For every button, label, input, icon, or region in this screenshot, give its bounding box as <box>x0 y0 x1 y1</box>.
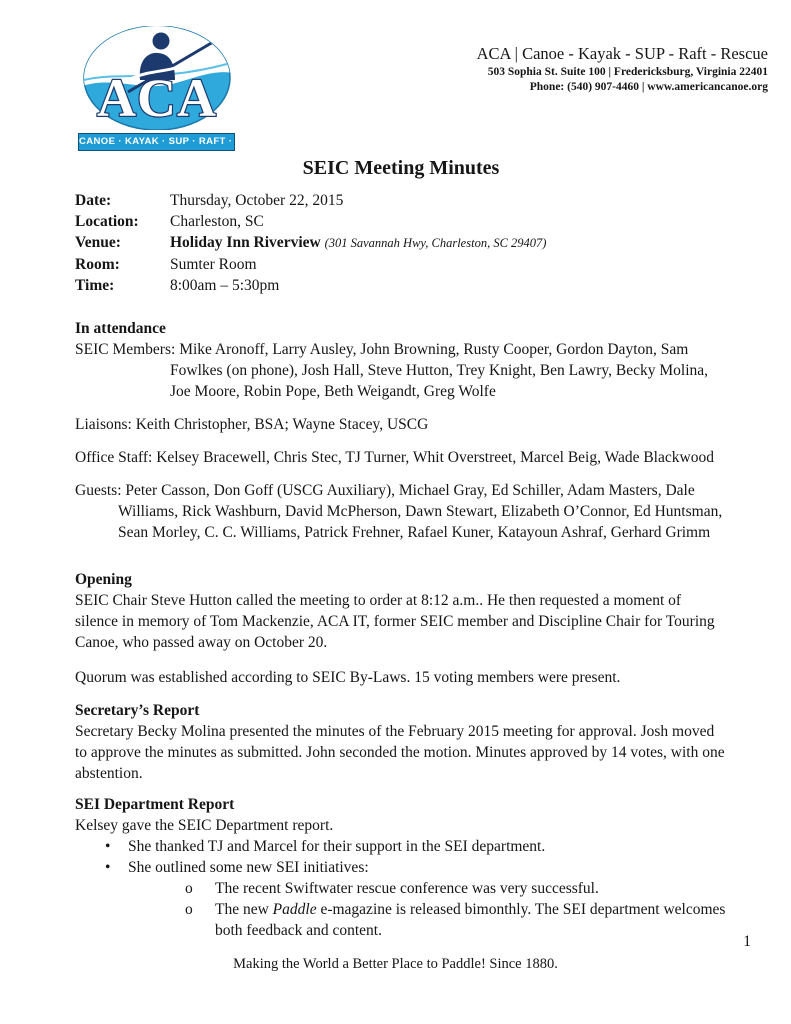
sei-sub-bullet-1 <box>75 878 727 899</box>
sei-report-intro: Kelsey gave the SEIC Department report. <box>75 817 334 834</box>
letterhead-org-info <box>477 45 768 94</box>
detail-label: Location: <box>75 213 139 230</box>
attendance-members <box>75 339 727 402</box>
attendance-office-staff <box>75 447 727 468</box>
detail-value: 8:00am – 5:30pm <box>170 277 280 294</box>
detail-label: Time: <box>75 277 115 294</box>
detail-value: Sumter Room <box>170 256 257 273</box>
attendance-guests <box>75 480 727 543</box>
org-contact-line: Phone: (540) 907-4460 | www.americancanoe.org <box>529 81 768 94</box>
detail-value: Thursday, October 22, 2015 <box>170 192 344 209</box>
detail-row-room <box>75 254 727 275</box>
guests-list: Peter Casson, Don Goff (USCG Auxiliary), Michael Gray, Ed Schiller, Adam Masters, Dale Williams, Rick Washburn, David McPherson, Dawn Stewart, Elizabeth O’Connor, Ed Huntsman, Sean Morley, C. C. Williams, Patrick Frehner, Rafael Kuner, Katayoun Ashraf, Gerhard Grimm <box>118 482 723 541</box>
sei-bullet-1 <box>75 836 727 857</box>
paddle-magazine-name: Paddle <box>272 901 317 918</box>
detail-row-date <box>75 190 727 211</box>
sub-bullet-2-prefix: The new <box>215 901 273 918</box>
meeting-details <box>75 190 727 296</box>
quorum-paragraph: Quorum was established according to SEIC By-Laws. 15 voting members were present. <box>75 669 621 686</box>
secretary-report-paragraph: Secretary Becky Molina presented the minutes of the February 2015 meeting for approval. Josh moved to approve the minutes as submitted. John seconded the motion. Minutes approved by 14 votes, with one abstention. <box>75 723 725 782</box>
attendance-liaisons <box>75 414 727 435</box>
sei-sub-bullet-1-text: The recent Swiftwater rescue conference was very successful. <box>215 880 599 897</box>
venue-name: Holiday Inn Riverview <box>170 234 321 251</box>
org-address-line: 503 Sophia St. Suite 100 | Fredericksburg, Virginia 22401 <box>487 65 768 78</box>
footer-tagline: Making the World a Better Place to Paddle! Since 1880. <box>233 956 558 972</box>
members-label: SEIC Members: <box>75 341 176 358</box>
opening-heading: Opening <box>75 571 132 588</box>
sei-sub-bullet-2 <box>75 899 727 941</box>
detail-row-venue <box>75 232 727 254</box>
detail-label: Date: <box>75 192 112 209</box>
opening-paragraph: SEIC Chair Steve Hutton called the meeting to order at 8:12 a.m.. He then requested a moment of silence in memory of Tom Mackenzie, ACA IT, former SEIC member and Discipline Chair for Touring Canoe, who passed away on October 20. <box>75 592 715 651</box>
sub-bullet-icon: o <box>185 880 193 897</box>
document-title: SEIC Meeting Minutes <box>302 157 500 179</box>
sei-sub-bullet-2-text <box>215 899 727 941</box>
office-staff-label: Office Staff: <box>75 449 153 466</box>
secretary-report-heading: Secretary’s Report <box>75 702 200 719</box>
aca-logo <box>78 26 278 151</box>
logo-acronym: ACA <box>96 68 217 128</box>
detail-value <box>170 232 546 254</box>
sei-bullet-2-text: She outlined some new SEI initiatives: <box>128 859 369 876</box>
org-name-line: ACA | Canoe - Kayak - SUP - Raft - Rescue <box>476 44 768 63</box>
sei-bullet-1-text: She thanked TJ and Marcel for their support in the SEI department. <box>128 838 546 855</box>
detail-value: Charleston, SC <box>170 213 264 230</box>
detail-label: Room: <box>75 256 120 273</box>
liaisons-list: Keith Christopher, BSA; Wayne Stacey, USCG <box>135 416 429 433</box>
sei-bullet-2 <box>75 857 727 878</box>
bullet-icon: • <box>105 859 111 876</box>
attendance-heading: In attendance <box>75 320 166 337</box>
liaisons-label: Liaisons: <box>75 416 132 433</box>
sei-report-heading: SEI Department Report <box>75 796 235 813</box>
detail-row-location <box>75 211 727 232</box>
detail-row-time <box>75 275 727 296</box>
members-list: Mike Aronoff, Larry Ausley, John Browning, Rusty Cooper, Gordon Dayton, Sam Fowlkes (on phone), Josh Hall, Steve Hutton, Trey Knight, Ben Lawry, Becky Molina, Joe Moore, Robin Pope, Beth Weigandt, Greg Wolfe <box>170 341 709 400</box>
venue-address-note: (301 Savannah Hwy, Charleston, SC 29407) <box>324 236 547 250</box>
document-content <box>75 155 727 941</box>
office-staff-list: Kelsey Bracewell, Chris Stec, TJ Turner, Whit Overstreet, Marcel Beig, Wade Blackwood <box>156 449 714 466</box>
detail-label: Venue: <box>75 234 121 251</box>
sub-bullet-icon: o <box>185 901 193 918</box>
bullet-icon: • <box>105 838 111 855</box>
page-number: 1 <box>743 933 751 950</box>
guests-label: Guests: <box>75 482 122 499</box>
kayaker-logo-icon <box>82 26 232 130</box>
sub-bullet-2-rest: e-magazine is released bimonthly. The SEI department welcomes both feedback and content. <box>215 901 726 939</box>
logo-banner: CANOE · KAYAK · SUP · RAFT · RESCUE <box>78 133 235 151</box>
